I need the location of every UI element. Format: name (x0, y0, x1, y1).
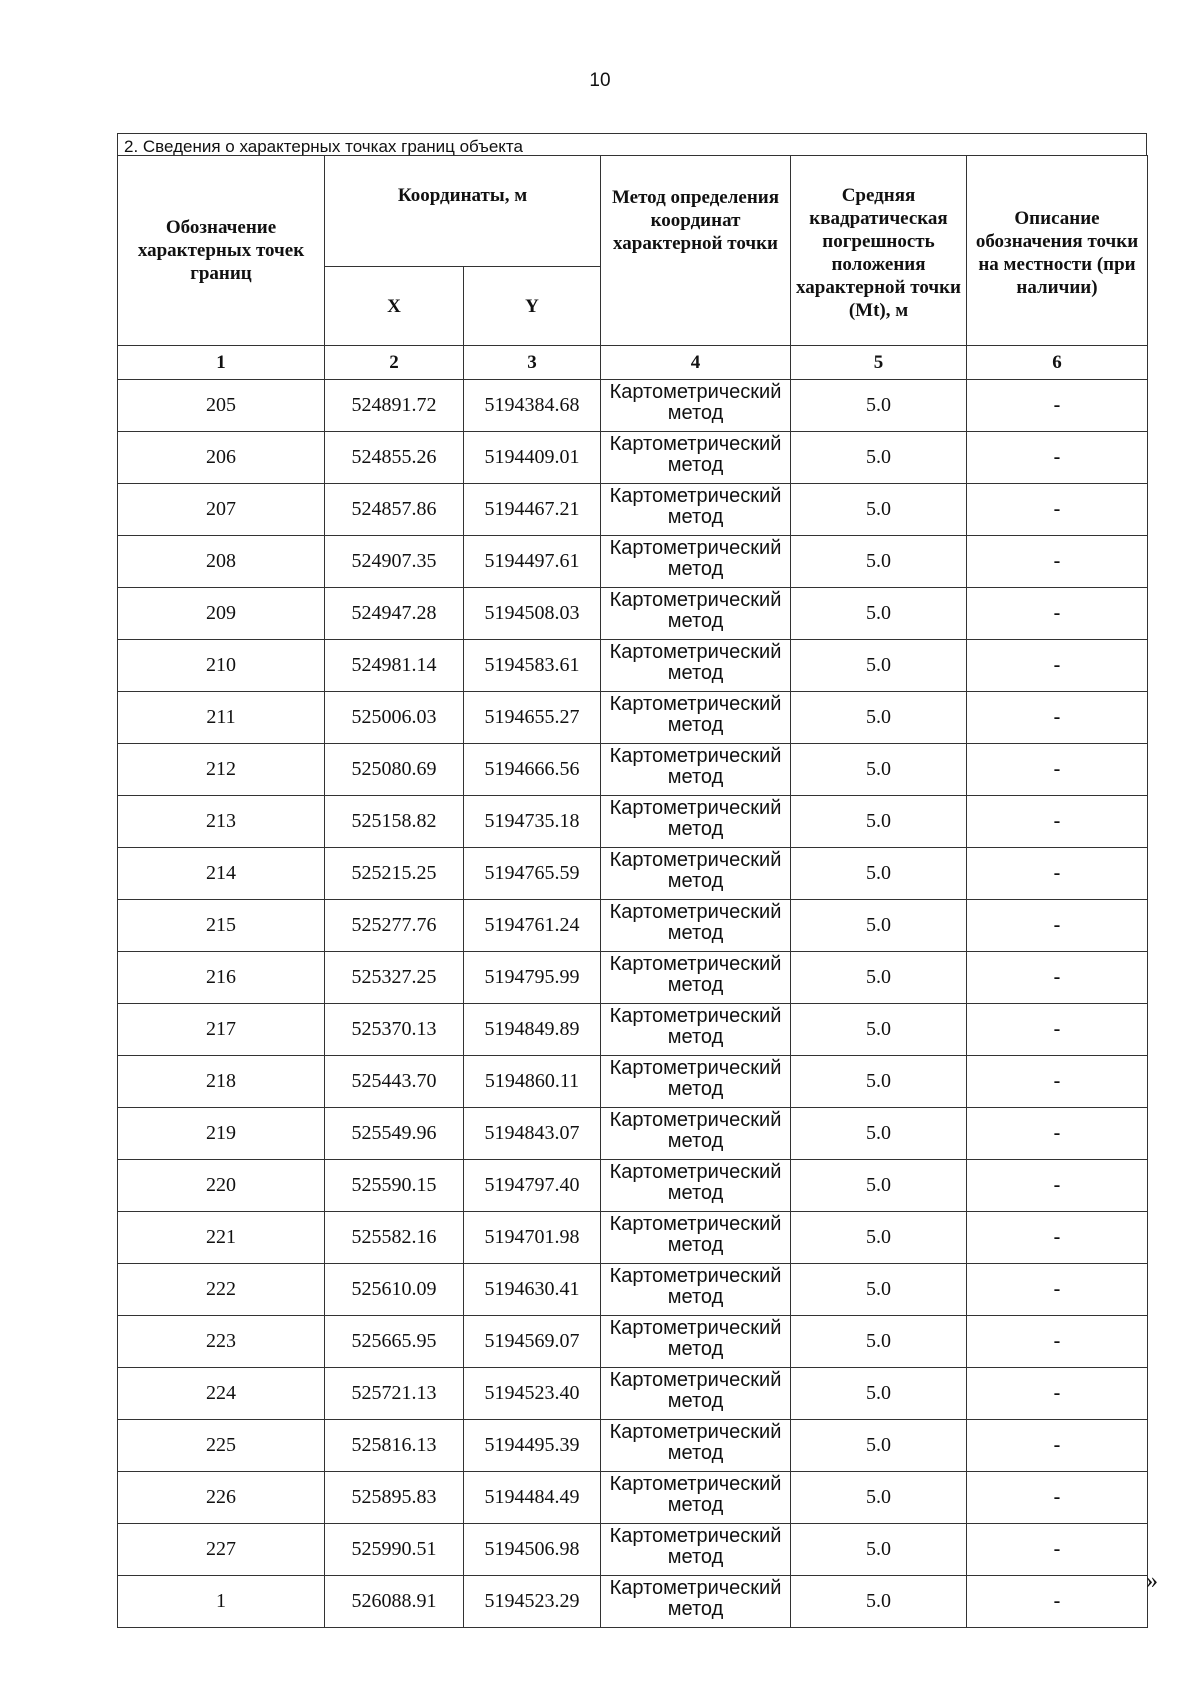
method-cell: Картометрический метод (601, 692, 791, 744)
description-cell: - (967, 848, 1148, 900)
table-row (118, 1576, 1148, 1628)
table-row (118, 1160, 1148, 1212)
description-cell: - (967, 588, 1148, 640)
method-cell: Картометрический метод (601, 1160, 791, 1212)
method-cell: Картометрический метод (601, 900, 791, 952)
x-coordinate-cell: 524907.35 (325, 536, 464, 588)
y-coordinate-cell: 5194795.99 (464, 952, 601, 1004)
method-cell: Картометрический метод (601, 484, 791, 536)
error-cell: 5.0 (791, 900, 967, 952)
method-cell: Картометрический метод (601, 1420, 791, 1472)
error-cell: 5.0 (791, 796, 967, 848)
error-cell: 5.0 (791, 380, 967, 432)
description-cell: - (967, 692, 1148, 744)
description-cell: - (967, 1264, 1148, 1316)
column-number: 5 (791, 346, 967, 380)
column-number: 2 (325, 346, 464, 380)
y-coordinate-cell: 5194569.07 (464, 1316, 601, 1368)
description-cell: - (967, 484, 1148, 536)
boundary-points-table (117, 155, 1148, 1628)
method-cell: Картометрический метод (601, 1056, 791, 1108)
x-coordinate-cell: 525582.16 (325, 1212, 464, 1264)
y-coordinate-cell: 5194506.98 (464, 1524, 601, 1576)
point-cell: 222 (118, 1264, 325, 1316)
x-coordinate-cell: 525721.13 (325, 1368, 464, 1420)
method-cell: Картометрический метод (601, 744, 791, 796)
method-cell: Картометрический метод (601, 1524, 791, 1576)
y-coordinate-cell: 5194797.40 (464, 1160, 601, 1212)
description-cell: - (967, 432, 1148, 484)
x-coordinate-cell: 525327.25 (325, 952, 464, 1004)
description-cell: - (967, 1212, 1148, 1264)
point-cell: 221 (118, 1212, 325, 1264)
x-coordinate-cell: 525590.15 (325, 1160, 464, 1212)
column-number: 6 (967, 346, 1148, 380)
error-cell: 5.0 (791, 536, 967, 588)
error-cell: 5.0 (791, 484, 967, 536)
table-row (118, 1264, 1148, 1316)
method-cell: Картометрический метод (601, 432, 791, 484)
error-cell: 5.0 (791, 1108, 967, 1160)
error-cell: 5.0 (791, 848, 967, 900)
x-coordinate-cell: 525816.13 (325, 1420, 464, 1472)
table-row (118, 796, 1148, 848)
point-cell: 211 (118, 692, 325, 744)
description-cell: - (967, 640, 1148, 692)
x-coordinate-cell: 525370.13 (325, 1004, 464, 1056)
description-cell: - (967, 744, 1148, 796)
column-number: 4 (601, 346, 791, 380)
table-row (118, 1472, 1148, 1524)
point-cell: 216 (118, 952, 325, 1004)
method-cell: Картометрический метод (601, 1472, 791, 1524)
table-row (118, 536, 1148, 588)
y-coordinate-cell: 5194409.01 (464, 432, 601, 484)
y-coordinate-cell: 5194860.11 (464, 1056, 601, 1108)
header-y: Y (464, 267, 601, 346)
x-coordinate-cell: 525006.03 (325, 692, 464, 744)
point-cell: 207 (118, 484, 325, 536)
y-coordinate-cell: 5194655.27 (464, 692, 601, 744)
description-cell: - (967, 1524, 1148, 1576)
x-coordinate-cell: 525990.51 (325, 1524, 464, 1576)
y-coordinate-cell: 5194849.89 (464, 1004, 601, 1056)
boundary-points-table-wrapper (117, 133, 1147, 1628)
x-coordinate-cell: 525665.95 (325, 1316, 464, 1368)
description-cell: - (967, 900, 1148, 952)
point-cell: 226 (118, 1472, 325, 1524)
x-coordinate-cell: 525158.82 (325, 796, 464, 848)
table-row (118, 1108, 1148, 1160)
x-coordinate-cell: 525549.96 (325, 1108, 464, 1160)
error-cell: 5.0 (791, 1576, 967, 1628)
description-cell: - (967, 796, 1148, 848)
error-cell: 5.0 (791, 1160, 967, 1212)
point-cell: 224 (118, 1368, 325, 1420)
error-cell: 5.0 (791, 1316, 967, 1368)
x-coordinate-cell: 525443.70 (325, 1056, 464, 1108)
method-cell: Картометрический метод (601, 536, 791, 588)
error-cell: 5.0 (791, 1056, 967, 1108)
method-cell: Картометрический метод (601, 1108, 791, 1160)
point-cell: 217 (118, 1004, 325, 1056)
point-cell: 219 (118, 1108, 325, 1160)
method-cell: Картометрический метод (601, 1576, 791, 1628)
method-cell: Картометрический метод (601, 1212, 791, 1264)
x-coordinate-cell: 524947.28 (325, 588, 464, 640)
y-coordinate-cell: 5194384.68 (464, 380, 601, 432)
error-cell: 5.0 (791, 744, 967, 796)
y-coordinate-cell: 5194765.59 (464, 848, 601, 900)
description-cell: - (967, 1108, 1148, 1160)
table-row (118, 848, 1148, 900)
table-row (118, 380, 1148, 432)
method-cell: Картометрический метод (601, 952, 791, 1004)
y-coordinate-cell: 5194484.49 (464, 1472, 601, 1524)
error-cell: 5.0 (791, 1368, 967, 1420)
header-error: Средняя квадратическая погрешность положения характерной точки (Mt), м (791, 156, 967, 346)
description-cell: - (967, 1316, 1148, 1368)
point-cell: 210 (118, 640, 325, 692)
table-row (118, 588, 1148, 640)
y-coordinate-cell: 5194583.61 (464, 640, 601, 692)
y-coordinate-cell: 5194523.29 (464, 1576, 601, 1628)
table-row (118, 432, 1148, 484)
method-cell: Картометрический метод (601, 1004, 791, 1056)
method-cell: Картометрический метод (601, 1368, 791, 1420)
description-cell: - (967, 1472, 1148, 1524)
method-cell: Картометрический метод (601, 796, 791, 848)
table-row (118, 1316, 1148, 1368)
header-point: Обозначение характерных точек границ (118, 156, 325, 346)
method-cell: Картометрический метод (601, 380, 791, 432)
table-row (118, 1524, 1148, 1576)
y-coordinate-cell: 5194701.98 (464, 1212, 601, 1264)
table-row (118, 484, 1148, 536)
section-title: 2. Сведения о характерных точках границ объекта (117, 133, 1147, 155)
y-coordinate-cell: 5194467.21 (464, 484, 601, 536)
header-description: Описание обозначения точки на местности (при наличии) (967, 156, 1148, 346)
description-cell: - (967, 1056, 1148, 1108)
point-cell: 214 (118, 848, 325, 900)
y-coordinate-cell: 5194666.56 (464, 744, 601, 796)
error-cell: 5.0 (791, 588, 967, 640)
method-cell: Картометрический метод (601, 1264, 791, 1316)
point-cell: 208 (118, 536, 325, 588)
x-coordinate-cell: 525080.69 (325, 744, 464, 796)
description-cell: - (967, 536, 1148, 588)
point-cell: 212 (118, 744, 325, 796)
y-coordinate-cell: 5194630.41 (464, 1264, 601, 1316)
header-method: Метод определения координат характерной точки (601, 156, 791, 346)
method-cell: Картометрический метод (601, 640, 791, 692)
description-cell: - (967, 1420, 1148, 1472)
table-row (118, 1056, 1148, 1108)
error-cell: 5.0 (791, 952, 967, 1004)
y-coordinate-cell: 5194497.61 (464, 536, 601, 588)
x-coordinate-cell: 525215.25 (325, 848, 464, 900)
header-x: X (325, 267, 464, 346)
error-cell: 5.0 (791, 640, 967, 692)
method-cell: Картометрический метод (601, 1316, 791, 1368)
error-cell: 5.0 (791, 1420, 967, 1472)
table-row (118, 952, 1148, 1004)
method-cell: Картометрический метод (601, 848, 791, 900)
table-row (118, 1420, 1148, 1472)
y-coordinate-cell: 5194843.07 (464, 1108, 601, 1160)
table-row (118, 1212, 1148, 1264)
header-coords: Координаты, м (325, 156, 601, 267)
table-row (118, 900, 1148, 952)
error-cell: 5.0 (791, 1524, 967, 1576)
x-coordinate-cell: 524891.72 (325, 380, 464, 432)
table-row (118, 692, 1148, 744)
page-number: 10 (589, 70, 611, 91)
table-row (118, 1004, 1148, 1056)
closing-quote: » (1146, 1568, 1158, 1594)
method-cell: Картометрический метод (601, 588, 791, 640)
y-coordinate-cell: 5194508.03 (464, 588, 601, 640)
table-row (118, 744, 1148, 796)
column-number: 1 (118, 346, 325, 380)
column-number-row (118, 346, 1148, 380)
point-cell: 225 (118, 1420, 325, 1472)
x-coordinate-cell: 525895.83 (325, 1472, 464, 1524)
x-coordinate-cell: 525277.76 (325, 900, 464, 952)
error-cell: 5.0 (791, 1004, 967, 1056)
x-coordinate-cell: 524855.26 (325, 432, 464, 484)
point-cell: 213 (118, 796, 325, 848)
point-cell: 223 (118, 1316, 325, 1368)
description-cell: - (967, 1004, 1148, 1056)
point-cell: 205 (118, 380, 325, 432)
table-row (118, 640, 1148, 692)
column-number: 3 (464, 346, 601, 380)
error-cell: 5.0 (791, 1212, 967, 1264)
y-coordinate-cell: 5194761.24 (464, 900, 601, 952)
error-cell: 5.0 (791, 432, 967, 484)
table-row (118, 1368, 1148, 1420)
point-cell: 218 (118, 1056, 325, 1108)
point-cell: 209 (118, 588, 325, 640)
x-coordinate-cell: 524857.86 (325, 484, 464, 536)
error-cell: 5.0 (791, 1264, 967, 1316)
description-cell: - (967, 380, 1148, 432)
table-body (118, 380, 1148, 1628)
x-coordinate-cell: 526088.91 (325, 1576, 464, 1628)
description-cell: - (967, 1368, 1148, 1420)
y-coordinate-cell: 5194523.40 (464, 1368, 601, 1420)
description-cell: - (967, 1160, 1148, 1212)
y-coordinate-cell: 5194735.18 (464, 796, 601, 848)
x-coordinate-cell: 524981.14 (325, 640, 464, 692)
description-cell: - (967, 1576, 1148, 1628)
description-cell: - (967, 952, 1148, 1004)
y-coordinate-cell: 5194495.39 (464, 1420, 601, 1472)
error-cell: 5.0 (791, 692, 967, 744)
x-coordinate-cell: 525610.09 (325, 1264, 464, 1316)
point-cell: 206 (118, 432, 325, 484)
point-cell: 215 (118, 900, 325, 952)
point-cell: 1 (118, 1576, 325, 1628)
point-cell: 220 (118, 1160, 325, 1212)
point-cell: 227 (118, 1524, 325, 1576)
error-cell: 5.0 (791, 1472, 967, 1524)
